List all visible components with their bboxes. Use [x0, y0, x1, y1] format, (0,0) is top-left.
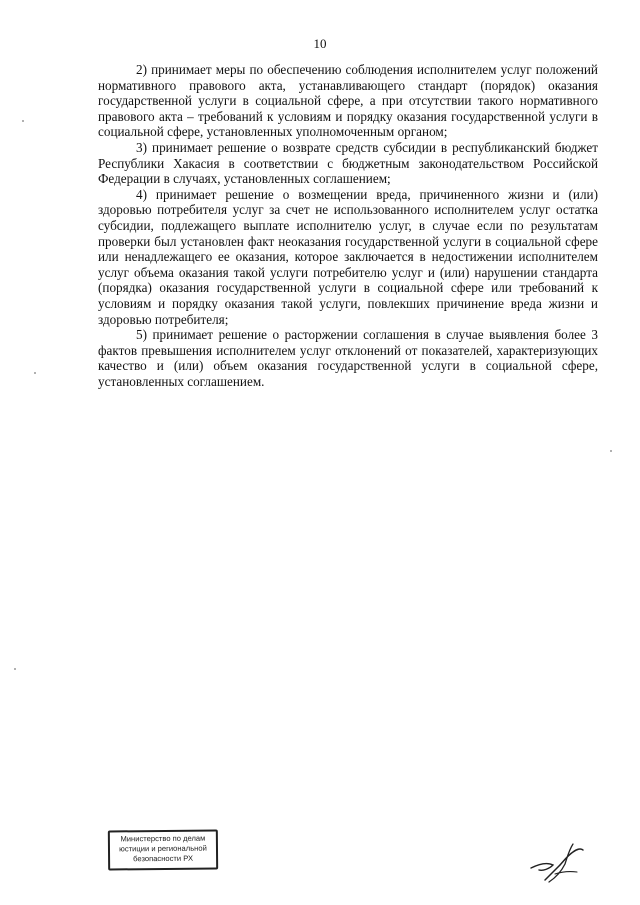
- stamp-line-3: безопасности РХ: [133, 853, 194, 864]
- paragraph-4: 4) принимает решение о возмещении вреда, причиненного жизни и (или) здоровью потребителя услуг за счет не использованного исполнителем услуг остатка субсидии, подлежащего выплате исполнителю услуг, в случае если по результатам проверки был установлен факт неоказания государственной услуги в социальной сфере или ненадлежащего ее оказания, которое заключается в недостижении исполнителем услуг объема оказания такой услуги потребителю услуг и (или) нарушении стандарта (порядка) оказания государственной услуги в социальной сфере или требований к условиям и порядку оказания такой услуги, повлекших причинение вреда жизни и здоровью потребителя;: [98, 186, 598, 327]
- paragraph-5: 5) принимает решение о расторжении соглашения в случае выявления более 3 фактов превышения исполнителем услуг отклонений от показателей, характеризующих качество и (или) объем оказания государственной услуги в социальной сфере, установленных соглашением.: [98, 327, 598, 389]
- paragraph-2: 2) принимает меры по обеспечению соблюдения исполнителем услуг положений нормативного правового акта, устанавливающего стандарт (порядок) оказания государственной услуги в социальной сфере, а при отсутствии такого нормативного правового акта – требований к условиям и порядку оказания государственной услуги в социальной сфере, установленных уполномоченным органом;: [98, 62, 598, 140]
- scan-speck: [34, 372, 36, 374]
- scan-speck: [14, 668, 16, 670]
- stamp-line-2: юстиции и региональной: [119, 843, 207, 854]
- document-body: [98, 62, 598, 389]
- page-number: 10: [313, 36, 327, 51]
- scan-speck: [610, 450, 612, 452]
- scan-speck: [22, 120, 24, 122]
- handwritten-signature: [525, 838, 595, 888]
- paragraph-3: 3) принимает решение о возврате средств субсидии в республиканский бюджет Республики Хакасия в соответствии с бюджетным законодательством Российской Федерации в случаях, установленных соглашением;: [98, 139, 598, 187]
- ministry-stamp: [108, 830, 218, 871]
- stamp-line-1: Министерство по делам: [120, 833, 206, 844]
